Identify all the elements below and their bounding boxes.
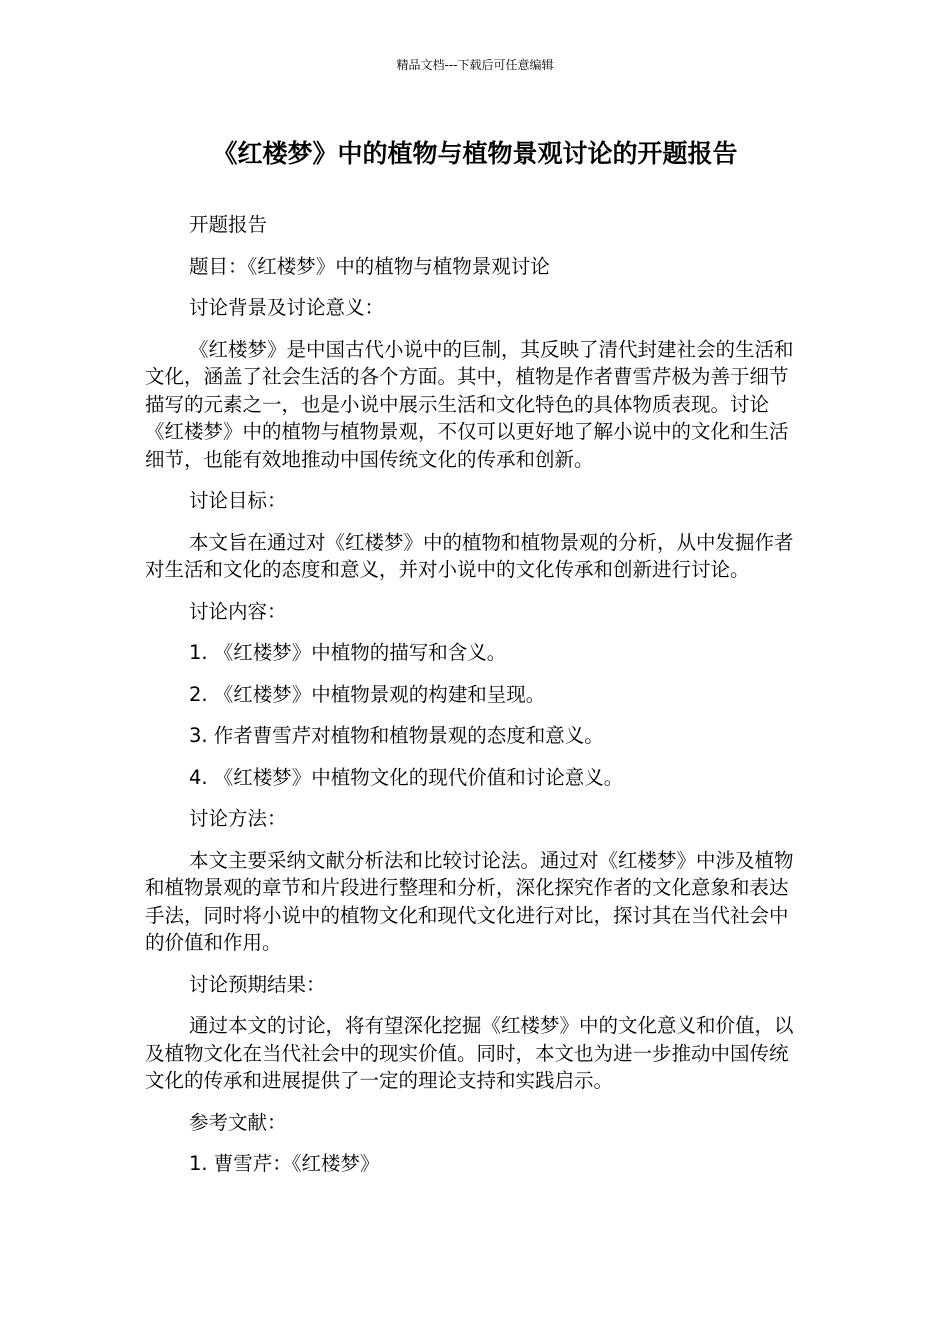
page-header-note: 精品文档---下载后可任意编辑 [396,58,554,72]
content-heading: 讨论内容： [189,599,287,623]
goal-heading: 讨论目标： [189,489,287,512]
content-item: 2. 《红楼梦》中植物景观的构建和呈现。 [189,682,546,706]
background-heading: 讨论背景及讨论意义： [189,296,385,319]
content-item: 3. 作者曹雪芹对植物和植物景观的态度和意义。 [189,724,604,747]
content-item: 4. 《红楼梦》中植物文化的现代价值和讨论意义。 [189,765,624,789]
method-heading: 讨论方法： [189,807,287,830]
topic-line: 题目：《红楼梦》中的植物与植物景观讨论 [189,254,550,278]
document-title: 《红楼梦》中的植物与植物景观讨论的开题报告 [212,139,738,168]
result-heading: 讨论预期结果： [189,972,326,996]
references-heading: 参考文献： [189,1110,287,1134]
result-paragraph: 通过本文的讨论，将有望深化挖掘《红楼梦》中的文化意义和价值，以及植物文化在当代社会中的现实价值。同时，本文也为进一步推动中国传统文化的传承和进展提供了一定的理论支持和实践启示。 [145,1014,794,1092]
report-label: 开题报告 [189,213,268,236]
method-paragraph: 本文主要采纳文献分析法和比较讨论法。通过对《红楼梦》中涉及植物和植物景观的章节和片段进行整理和分析，深化探究作者的文化意象和表达手法，同时将小说中的植物文化和现代文化进行对比，探讨其在当代社会中的价值和作用。 [145,848,794,954]
background-paragraph: 《红楼梦》是中国古代小说中的巨制，其反映了清代封建社会的生活和文化，涵盖了社会生活的各个方面。其中，植物是作者曹雪芹极为善于细节描写的元素之一，也是小说中展示生活和文化特色的具体物质表现。讨论《红楼梦》中的植物与植物景观，不仅可以更好地了解小说中的文化和生活细节，也能有效地推动中国传统文化的传承和创新。 [145,337,794,471]
document-body [145,211,805,1192]
goal-paragraph: 本文旨在通过对《红楼梦》中的植物和植物景观的分析，从中发掘作者对生活和文化的态度和意义，并对小说中的文化传承和创新进行讨论。 [145,530,794,581]
content-item: 1. 《红楼梦》中植物的描写和含义。 [189,641,507,664]
reference-item: 1. 曹雪芹：《红楼梦》 [189,1152,380,1175]
